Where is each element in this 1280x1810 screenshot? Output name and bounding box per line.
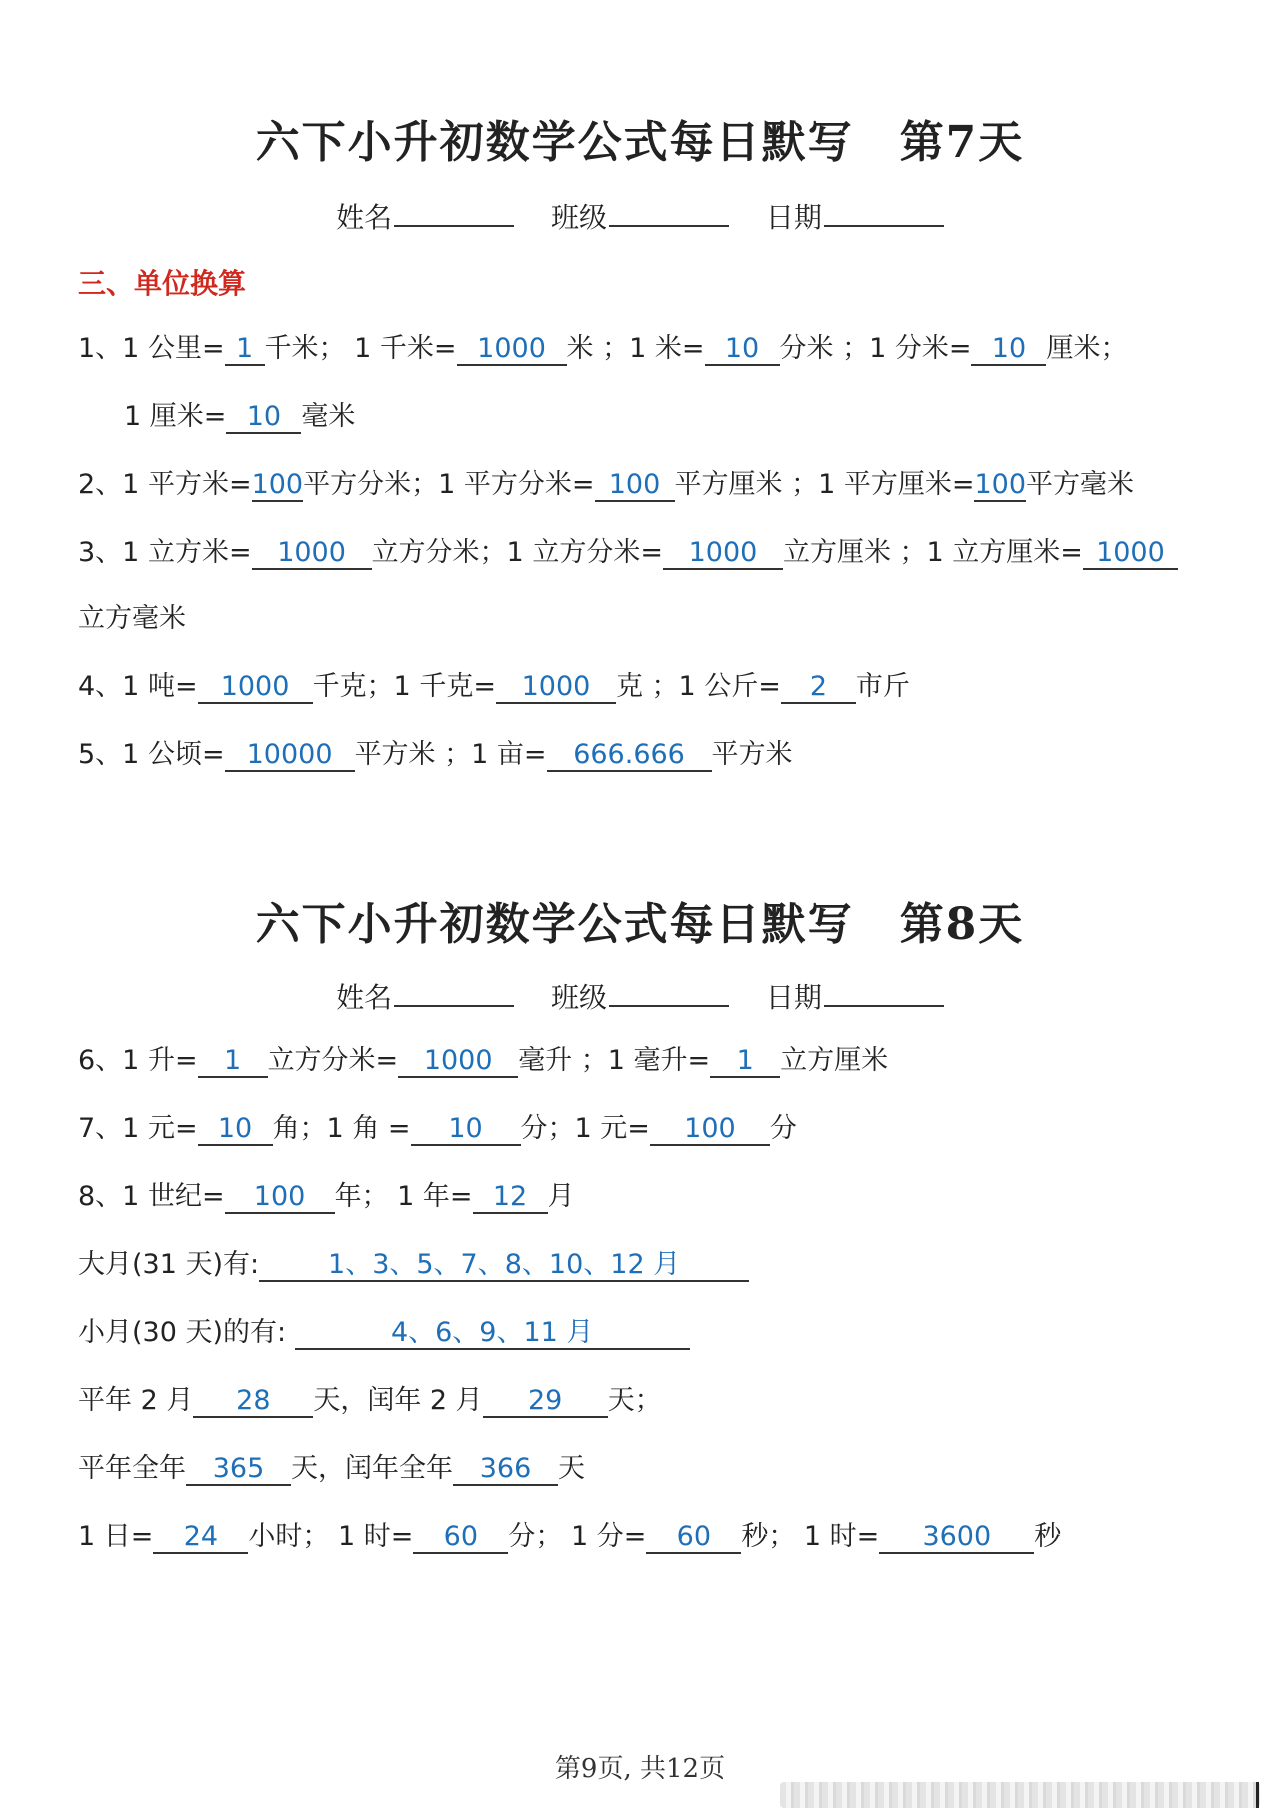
formula-text: 7、1 元= <box>78 1113 198 1144</box>
formula-text: 秒； 1 时= <box>741 1521 880 1552</box>
formula-text: 平年 2 月 <box>78 1385 194 1416</box>
answer-blank[interactable]: 100 <box>595 470 675 502</box>
formula-line <box>78 670 910 704</box>
answer-blank[interactable]: 60 <box>413 1522 508 1554</box>
sheet1-meta <box>0 196 1280 236</box>
formula-line <box>78 1316 690 1350</box>
formula-text: 米 ；1 米= <box>566 333 705 364</box>
answer-blank[interactable]: 29 <box>483 1386 608 1418</box>
formula-text: 厘米； <box>1046 333 1128 364</box>
formula-text: 立方厘米 ；1 立方厘米= <box>782 537 1083 568</box>
formula-line <box>78 738 793 772</box>
formula-text: 立方厘米 <box>780 1045 889 1076</box>
formula-line <box>78 1112 797 1146</box>
formula-text: 大月(31 天)有: <box>78 1249 260 1280</box>
sheet1-class-field[interactable] <box>551 196 729 236</box>
scrollbar-end-marker <box>1256 1782 1259 1808</box>
sheet1-name-field[interactable] <box>336 196 514 236</box>
formula-text: 年； 1 年= <box>334 1181 473 1212</box>
formula-line <box>78 332 1127 366</box>
answer-blank[interactable]: 2 <box>781 672 856 704</box>
formula-text: 3、1 立方米= <box>78 537 252 568</box>
sheet2-class-field[interactable] <box>551 976 729 1016</box>
sheet2-meta <box>0 976 1280 1016</box>
answer-blank[interactable]: 100 <box>650 1114 770 1146</box>
formula-text: 毫升 ；1 毫升= <box>518 1045 711 1076</box>
formula-line <box>78 1520 1061 1554</box>
answer-blank[interactable]: 10 <box>705 334 780 366</box>
answer-blank[interactable]: 666.666 <box>547 740 712 772</box>
formula-text: 分米 ；1 分米= <box>779 333 972 364</box>
formula-text: 分； 1 分= <box>508 1521 647 1552</box>
sheet1-title-text: 六下小升初数学公式每日默写 <box>255 117 854 168</box>
answer-blank[interactable]: 3600 <box>879 1522 1034 1554</box>
answer-blank[interactable]: 1000 <box>663 538 783 570</box>
formula-text: 秒 <box>1034 1521 1062 1552</box>
formula-text: 平方厘米 ；1 平方厘米= <box>674 469 975 500</box>
formula-text: 天，闰年 2 月 <box>313 1385 483 1416</box>
horizontal-scrollbar[interactable] <box>780 1782 1260 1808</box>
class-label: 班级 <box>550 981 607 1014</box>
name-label: 姓名 <box>336 981 393 1014</box>
date-blank[interactable] <box>824 201 944 227</box>
date-label: 日期 <box>765 981 822 1014</box>
formula-text: 分；1 元= <box>520 1113 650 1144</box>
class-label: 班级 <box>550 201 607 234</box>
answer-blank[interactable]: 10 <box>411 1114 521 1146</box>
name-label: 姓名 <box>336 201 393 234</box>
formula-line <box>124 400 355 434</box>
formula-text: 1 日= <box>78 1521 154 1552</box>
sheet2-title <box>0 888 1280 952</box>
answer-blank[interactable]: 60 <box>646 1522 741 1554</box>
class-blank[interactable] <box>609 981 729 1007</box>
date-label: 日期 <box>765 201 822 234</box>
formula-text: 毫米 <box>301 401 356 432</box>
sheet1-day: 第7天 <box>899 117 1025 168</box>
formula-text: 天，闰年全年 <box>291 1453 453 1484</box>
answer-blank[interactable]: 100 <box>251 469 304 500</box>
formula-text: 8、1 世纪= <box>78 1181 225 1212</box>
sheet2-date-field[interactable] <box>766 976 944 1016</box>
formula-text: 平年全年 <box>78 1453 186 1484</box>
page-footer: 第9页, 共12页 <box>554 1754 726 1784</box>
formula-line <box>78 536 1178 570</box>
section-heading: 三、单位换算 <box>78 267 247 300</box>
answer-blank[interactable]: 100 <box>974 469 1027 500</box>
answer-blank[interactable]: 12 <box>473 1182 548 1214</box>
date-blank[interactable] <box>824 981 944 1007</box>
answer-blank[interactable]: 10 <box>226 402 301 434</box>
formula-text: 千米； 1 千米= <box>264 333 457 364</box>
formula-text: 立方分米；1 立方分米= <box>371 537 663 568</box>
sheet1-date-field[interactable] <box>766 196 944 236</box>
formula-text: 平方毫米 <box>1026 469 1135 500</box>
sheet2-title-text: 六下小升初数学公式每日默写 <box>255 899 854 950</box>
formula-text: 平方分米；1 平方分米= <box>303 469 595 500</box>
formula-text: 市斤 <box>855 671 910 702</box>
formula-text: 天； <box>607 1385 662 1416</box>
formula-text: 2、1 平方米= <box>78 469 252 500</box>
formula-line <box>78 1044 888 1078</box>
formula-text: 1、1 公里= <box>78 333 225 364</box>
answer-blank[interactable]: 10000 <box>225 740 355 772</box>
formula-text: 立方分米= <box>267 1045 399 1076</box>
answer-blank[interactable]: 1 <box>710 1046 780 1078</box>
sheet2-day: 第8天 <box>899 899 1025 950</box>
formula-text: 4、1 吨= <box>78 671 198 702</box>
answer-blank[interactable]: 10 <box>971 334 1046 366</box>
answer-blank[interactable]: 365 <box>186 1454 291 1486</box>
formula-text: 6、1 升= <box>78 1045 198 1076</box>
answer-blank[interactable]: 1000 <box>252 538 372 570</box>
formula-line <box>78 1384 662 1418</box>
answer-blank[interactable]: 1、3、5、7、8、10、12 月 <box>259 1250 749 1282</box>
formula-text: 角；1 角 = <box>272 1113 411 1144</box>
formula-line <box>78 1248 749 1282</box>
formula-text: 千克；1 千克= <box>312 671 496 702</box>
formula-text: 1 厘米= <box>124 401 227 432</box>
answer-blank[interactable]: 24 <box>153 1522 248 1554</box>
answer-blank[interactable]: 1 <box>198 1046 268 1078</box>
sheet2-name-field[interactable] <box>336 976 514 1016</box>
answer-blank[interactable]: 1000 <box>1083 538 1178 570</box>
formula-text: 分 <box>769 1113 797 1144</box>
formula-line <box>78 468 1134 502</box>
answer-blank[interactable]: 100 <box>225 1182 335 1214</box>
formula-text: 天 <box>558 1453 585 1484</box>
formula-text: 平方米 ；1 亩= <box>354 739 547 770</box>
formula-text: 克 ；1 公斤= <box>615 671 781 702</box>
answer-blank[interactable]: 28 <box>193 1386 313 1418</box>
formula-line <box>78 1452 585 1486</box>
formula-line <box>78 602 186 636</box>
answer-blank[interactable]: 10 <box>198 1114 273 1146</box>
formula-text: 立方毫米 <box>78 603 186 634</box>
answer-blank[interactable]: 1000 <box>457 334 567 366</box>
sheet1-title <box>0 106 1280 170</box>
formula-line <box>78 1180 575 1214</box>
name-blank[interactable] <box>394 981 514 1007</box>
formula-text: 平方米 <box>711 739 793 770</box>
formula-text: 月 <box>547 1181 575 1212</box>
answer-blank[interactable]: 1000 <box>398 1046 518 1078</box>
class-blank[interactable] <box>609 201 729 227</box>
answer-blank[interactable]: 1000 <box>198 672 313 704</box>
answer-blank[interactable]: 366 <box>453 1454 558 1486</box>
answer-blank[interactable]: 4、6、9、11 月 <box>295 1318 690 1350</box>
answer-blank[interactable]: 1 <box>225 334 265 366</box>
formula-text: 小时； 1 时= <box>248 1521 414 1552</box>
formula-text: 5、1 公顷= <box>78 739 225 770</box>
answer-blank[interactable]: 1000 <box>496 672 616 704</box>
name-blank[interactable] <box>394 201 514 227</box>
formula-text: 小月(30 天)的有: <box>78 1317 295 1348</box>
